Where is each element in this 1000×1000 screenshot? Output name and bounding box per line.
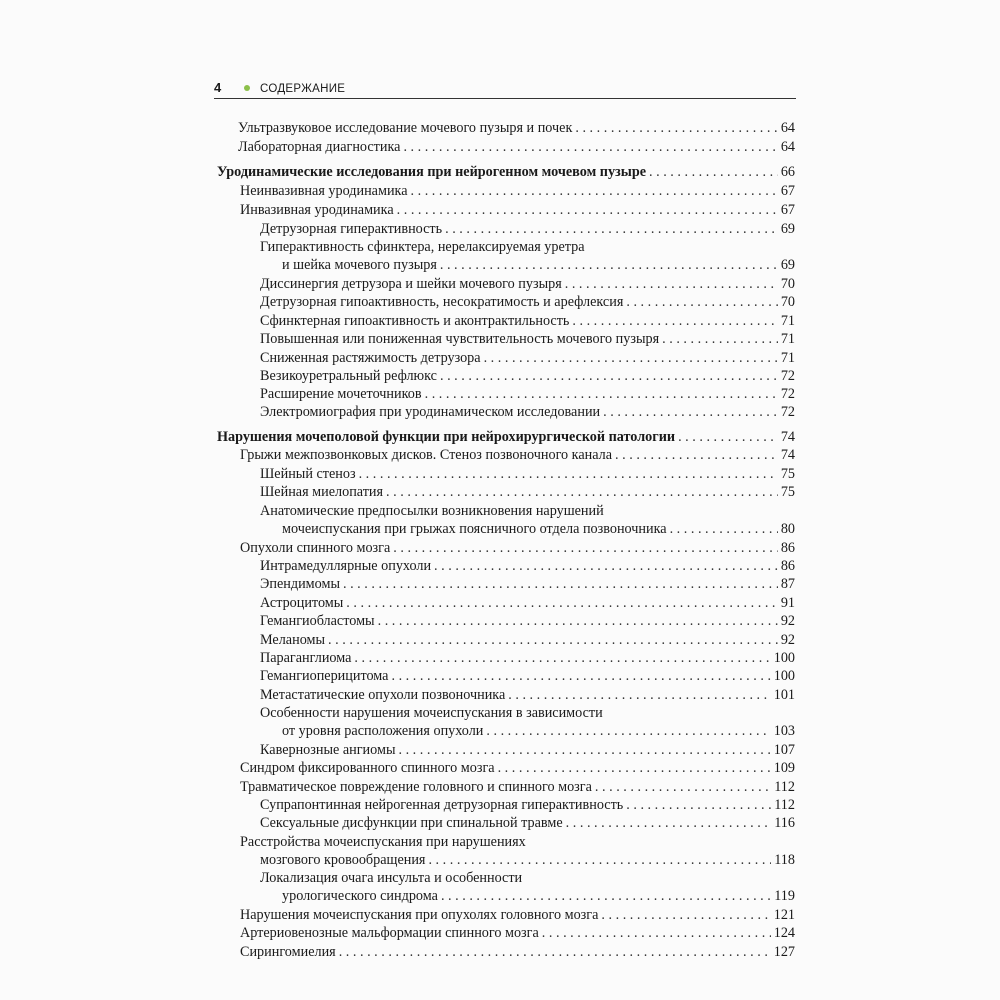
toc-entry-title-cont: мозгового кровообращения [260, 852, 426, 868]
toc-entry-page: 86 [780, 558, 795, 574]
toc-entry-page: 69 [780, 221, 795, 237]
toc-entry-title: Грыжи межпозвонковых дисков. Стеноз позвоночного канала [240, 447, 613, 463]
bullet-icon [244, 85, 250, 91]
toc-entry-page: 75 [780, 466, 795, 482]
toc-entry-title-line1: Локализация очага инсульта и особенности [260, 870, 523, 886]
toc-entry-page: 67 [780, 183, 795, 199]
toc-entry [238, 138, 795, 156]
toc-entry [260, 385, 795, 403]
toc-entry [240, 201, 795, 219]
toc-entry-page: 116 [774, 815, 795, 831]
toc-entry-title-cont: урологического синдрома [282, 888, 438, 904]
toc-entry-page: 121 [773, 907, 795, 923]
toc-entry-page: 103 [773, 723, 795, 739]
toc-entry [260, 851, 795, 869]
toc-entry-title-line1: Анатомические предпосылки возникновения нарушений [260, 503, 604, 519]
toc-entry-title: Детрузорная гиперактивность [260, 221, 443, 237]
toc-entry-title: Синдром фиксированного спинного мозга [240, 760, 495, 776]
toc-entry-page: 74 [780, 447, 795, 463]
toc-entry [260, 312, 795, 330]
page-number: 4 [214, 80, 222, 95]
toc-entry-page: 100 [773, 668, 795, 684]
toc-entry-title-line1: Расстройства мочеиспускания при нарушениях [240, 834, 526, 850]
toc-entry-title: Метастатические опухоли позвоночника [260, 687, 506, 703]
toc-entry-title: Травматическое повреждение головного и спинного мозга [240, 779, 592, 795]
toc-entry-title: Астроцитомы [260, 595, 344, 611]
toc-entry [240, 446, 795, 464]
toc-entry [260, 594, 795, 612]
toc-entry-page: 92 [780, 632, 795, 648]
toc-entry-title: Супрапонтинная нейрогенная детрузорная гиперактивность [260, 797, 624, 813]
toc-entry-title: Параганглиома [260, 650, 352, 666]
toc-entry-title-cont: от уровня расположения опухоли [282, 723, 484, 739]
toc-entry-title: Гемангиобластомы [260, 613, 375, 629]
toc-entry [282, 520, 795, 538]
toc-entry [260, 667, 795, 685]
toc-entry-page: 86 [780, 540, 795, 556]
toc-entry-title: Неинвазивная уродинамика [240, 183, 408, 199]
toc-entry-title: Сирингомиелия [240, 944, 336, 960]
toc-entry-page: 67 [780, 202, 795, 218]
toc-entry-page: 64 [780, 139, 795, 155]
toc-entry-title: Шейный стеноз [260, 466, 356, 482]
toc-entry-page: 119 [774, 888, 795, 904]
toc-entry-title: Эпендимомы [260, 576, 340, 592]
toc-entry-page: 72 [780, 368, 795, 384]
toc-entry [260, 483, 795, 501]
toc-entry-title: Интрамедуллярные опухоли [260, 558, 432, 574]
toc-entry [260, 403, 795, 421]
toc-entry-title: Диссинергия детрузора и шейки мочевого пузыря [260, 276, 562, 292]
toc-entry [260, 612, 795, 630]
toc-entry [240, 182, 795, 200]
toc-entry-title: Детрузорная гипоактивность, несократимость и арефлексия [260, 294, 624, 310]
toc-entry-page: 127 [773, 944, 795, 960]
toc-entry-title: Шейная миелопатия [260, 484, 384, 500]
toc-entry-title: Артериовенозные мальформации спинного мозга [240, 925, 539, 941]
toc-entry-title: Лабораторная диагностика [238, 139, 401, 155]
toc-entry-title: Электромиография при уродинамическом исследовании [260, 404, 601, 420]
page-header [214, 80, 796, 99]
toc-entry [282, 722, 795, 740]
toc-entry-title: Уродинамические исследования при нейрогенном мочевом пузыре [217, 164, 647, 180]
toc-entry-title: Сексуальные дисфункции при спинальной травме [260, 815, 563, 831]
toc-entry [260, 275, 795, 293]
toc-entry-title: Ультразвуковое исследование мочевого пузыря и почек [238, 120, 573, 136]
toc-entry-page: 69 [780, 257, 795, 273]
toc-entry-page: 124 [773, 925, 795, 941]
toc-entry-title: Гемангиоперицитома [260, 668, 389, 684]
toc-entry-title: Нарушения мочеиспускания при опухолях головного мозга [240, 907, 599, 923]
toc-entry-title: Сфинктерная гипоактивность и аконтрактильность [260, 313, 570, 329]
toc-entry-page: 64 [780, 120, 795, 136]
toc-entry-title: Опухоли спинного мозга [240, 540, 391, 556]
toc-entry [260, 631, 795, 649]
toc-entry [260, 575, 795, 593]
toc-entry-page: 100 [773, 650, 795, 666]
toc-entry-page: 72 [780, 386, 795, 402]
toc-entry [260, 686, 795, 704]
toc-entry-page: 66 [780, 164, 795, 180]
toc-entry-page: 112 [774, 797, 795, 813]
toc-entry [240, 778, 795, 796]
toc-entry-title-line1: Особенности нарушения мочеиспускания в зависимости [260, 705, 603, 721]
toc-entry-title: Сниженная растяжимость детрузора [260, 350, 481, 366]
toc-entry-page: 70 [780, 276, 795, 292]
toc-entry-title-cont: мочеиспускания при грыжах поясничного отдела позвоночника [282, 521, 667, 537]
toc-entry-page: 71 [780, 313, 795, 329]
toc-entry [240, 924, 795, 942]
toc-entry-title: Расширение мочеточников [260, 386, 422, 402]
toc-chapter [217, 163, 795, 181]
toc-entry-page: 101 [773, 687, 795, 703]
toc-entry-page: 112 [774, 779, 795, 795]
toc-entry-title-cont: и шейка мочевого пузыря [282, 257, 437, 273]
toc-entry-page: 80 [780, 521, 795, 537]
toc-entry-page: 109 [773, 760, 795, 776]
toc-entry [260, 293, 795, 311]
toc-entry-title: Кавернозные ангиомы [260, 742, 396, 758]
toc-entry-page: 75 [780, 484, 795, 500]
toc-entry-title: Меланомы [260, 632, 326, 648]
toc-entry [260, 557, 795, 575]
toc-entry-title-line1: Гиперактивность сфинктера, нерелаксируемая уретра [260, 239, 585, 255]
toc-entry-page: 74 [780, 429, 795, 445]
toc-entry-page: 107 [773, 742, 795, 758]
toc-entry-title: Везикоуретральный рефлюкс [260, 368, 437, 384]
toc-entry-page: 70 [780, 294, 795, 310]
toc-entry [282, 887, 795, 905]
toc-entry [260, 741, 795, 759]
toc-entry-title: Нарушения мочеполовой функции при нейрохирургической патологии [217, 429, 676, 445]
toc-entry [240, 943, 795, 961]
toc-entry [282, 256, 795, 274]
toc-entry [260, 330, 795, 348]
toc-entry [240, 906, 795, 924]
toc-entry [260, 349, 795, 367]
toc-entry [240, 539, 795, 557]
toc-chapter [217, 428, 795, 446]
toc-entry [260, 796, 795, 814]
toc-entry [260, 220, 795, 238]
toc-entry-title: Инвазивная уродинамика [240, 202, 394, 218]
toc-entry [260, 649, 795, 667]
toc-entry [240, 759, 795, 777]
toc-entry-page: 72 [780, 404, 795, 420]
toc-entry-page: 71 [780, 331, 795, 347]
toc-entry-page: 92 [780, 613, 795, 629]
toc-entry-page: 87 [780, 576, 795, 592]
toc-entry-page: 118 [774, 852, 795, 868]
toc-entry [238, 119, 795, 137]
toc-entry-title: Повышенная или пониженная чувствительность мочевого пузыря [260, 331, 660, 347]
toc-entry [260, 814, 795, 832]
toc-entry-page: 91 [780, 595, 795, 611]
toc-entry-page: 71 [780, 350, 795, 366]
toc-entry [260, 465, 795, 483]
toc-entry [260, 367, 795, 385]
section-title: СОДЕРЖАНИЕ [260, 83, 346, 95]
